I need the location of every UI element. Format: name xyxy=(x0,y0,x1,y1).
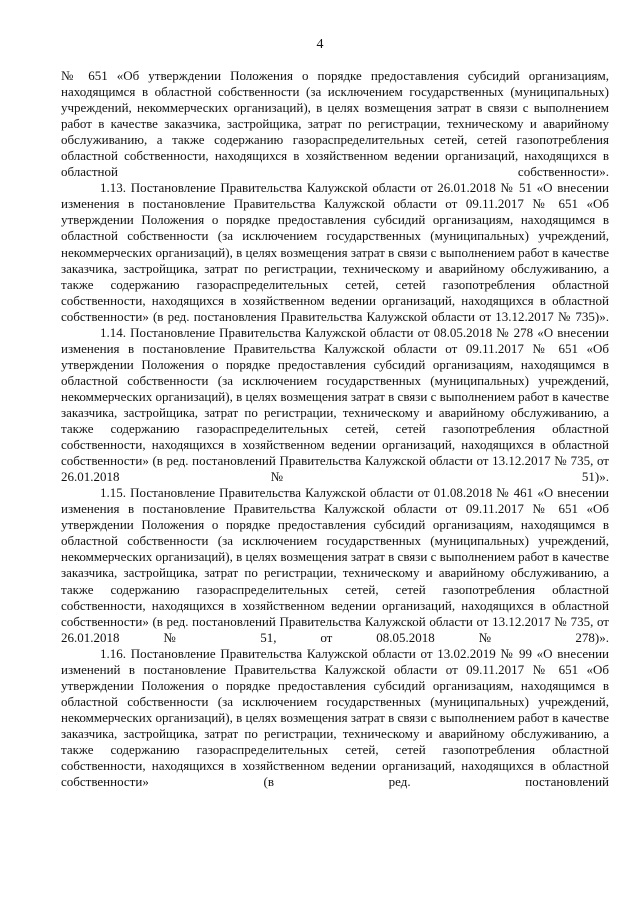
text-line: № 651 «Об утверждении Положения о порядке предоставления субсидий организациям, xyxy=(61,661,610,693)
text-line: в связи с выполнением работ в качестве заказчика, застройщика, затрат по регистрации, xyxy=(61,100,610,132)
text-line: находящимся в областной собственности (за исключением государственных xyxy=(61,517,609,549)
text-line: Правительства Калужской области от 13.12.2017 № 735, от 26.01.2018 № 51)». xyxy=(61,453,609,485)
text-line: 1.14. Постановление Правительства Калужской области от 08.05.2018 № 278 «О xyxy=(100,324,554,340)
text-line: в связи с выполнением работ в качестве заказчика, застройщика, затрат по регистрации, xyxy=(61,549,610,581)
paragraph-1-16 xyxy=(61,646,609,790)
text-line: внесении изменения в постановление Правительства Калужской области от 09.11.2017 xyxy=(61,180,610,212)
text-line: находящимся в областной собственности (за исключением государственных xyxy=(61,212,609,244)
text-line: (муниципальных) учреждений, некоммерческих организаций), в целях возмещения затрат xyxy=(61,693,610,725)
text-line: ведении организаций, находящихся в областной собственности» (в ред. постановления xyxy=(61,292,610,324)
text-line: внесении изменения в постановление Правительства Калужской области от 09.11.2017 xyxy=(61,324,610,356)
text-line: в связи с выполнением работ в качестве заказчика, застройщика, затрат по регистрации, xyxy=(61,709,610,741)
text-line: (муниципальных) учреждений, некоммерческих организаций), в целях возмещения затрат xyxy=(61,228,610,260)
text-line: № 651 «Об утверждении Положения о порядке предоставления субсидий организациям, xyxy=(61,196,610,228)
paragraph-1-13 xyxy=(61,180,609,324)
document-body xyxy=(61,68,609,790)
text-line: ведении организаций, находящихся в областной собственности» (в ред. постановлений xyxy=(61,437,610,469)
text-line: (муниципальных) учреждений, некоммерческих организаций), в целях возмещения затрат xyxy=(61,372,610,404)
text-line: находящимся в областной собственности (за исключением государственных xyxy=(61,84,504,100)
text-line: № 651 «Об утверждении Положения о порядке предоставления субсидий организациям, xyxy=(61,340,610,372)
text-line: Правительства Калужской области от 13.12.2017 № 735)». xyxy=(280,308,609,324)
text-line: сетей, сетей газопотребления областной собственности, находящихся в хозяйственном xyxy=(61,581,609,613)
text-line: техническому и аварийному обслуживанию, а также содержанию газораспределительных xyxy=(61,404,609,437)
text-line: 1.15. Постановление Правительства Калужской области от 01.08.2018 № 461 «О xyxy=(100,485,554,501)
paragraph-1-14 xyxy=(61,325,609,485)
paragraph-continuation xyxy=(61,68,609,180)
text-line: в связи с выполнением работ в качестве заказчика, застройщика, затрат по регистрации, xyxy=(61,388,610,420)
text-line: сетей, сетей газопотребления областной собственности, находящихся в хозяйственном xyxy=(61,741,609,774)
text-line: техническому и аварийному обслуживанию, а также содержанию газораспределительных xyxy=(61,725,609,757)
text-line: техническому и аварийному обслуживанию, а также содержанию газораспределительных xyxy=(61,260,609,292)
text-line: техническому и аварийному обслуживанию, а также содержанию газораспределительных xyxy=(61,116,609,148)
text-line: сетей, сетей газопотребления областной собственности, находящихся в хозяйственном xyxy=(61,132,609,164)
text-line: находящимся в областной собственности (за исключением государственных xyxy=(61,356,609,388)
text-line: внесении изменения в постановление Правительства Калужской области от 09.11.2017 xyxy=(61,485,610,517)
text-line: Правительства Калужской области от 13.12.2017 № 735, от 26.01.2018 № 51, от 08.05.2018 xyxy=(61,613,609,645)
text-line: ведении организаций, находящихся в областной собственности». xyxy=(61,148,610,180)
text-line: № 651 «Об утверждении Положения о порядке предоставления субсидий организациям, xyxy=(61,68,609,83)
text-line: сетей, сетей газопотребления областной собственности, находящихся в хозяйственном xyxy=(61,276,609,308)
text-line: техническому и аварийному обслуживанию, а также содержанию газораспределительных xyxy=(61,565,609,597)
text-line: (муниципальных) учреждений, некоммерческих организаций), в целях возмещения затрат xyxy=(61,533,610,565)
text-line: находящимся в областной собственности (за исключением государственных xyxy=(61,677,609,709)
paragraph-1-15 xyxy=(61,485,609,645)
text-line: № 651 «Об утверждении Положения о порядке предоставления субсидий организациям, xyxy=(61,501,610,533)
text-line: сетей, сетей газопотребления областной собственности, находящихся в хозяйственном xyxy=(61,421,609,453)
page-number: 4 xyxy=(316,37,324,52)
text-line: (муниципальных) учреждений, некоммерческих организаций), в целях возмещения затрат xyxy=(61,84,609,116)
text-line: внесении изменений в постановление Правительства Калужской области от 09.11.2017 xyxy=(61,645,610,677)
text-line: № 278)». xyxy=(478,629,610,645)
text-line: ведении организаций, находящихся в областной собственности» (в ред. постановлений xyxy=(61,758,610,790)
text-line: 1.13. Постановление Правительства Калужской области от 26.01.2018 № 51 «О xyxy=(100,180,553,196)
text-line: в связи с выполнением работ в качестве заказчика, застройщика, затрат по регистрации, xyxy=(61,244,610,276)
text-line: ведении организаций, находящихся в областной собственности» (в ред. постановлений xyxy=(61,597,610,629)
text-line: 1.16. Постановление Правительства Калужской области от 13.02.2019 № 99 «О xyxy=(100,645,553,661)
